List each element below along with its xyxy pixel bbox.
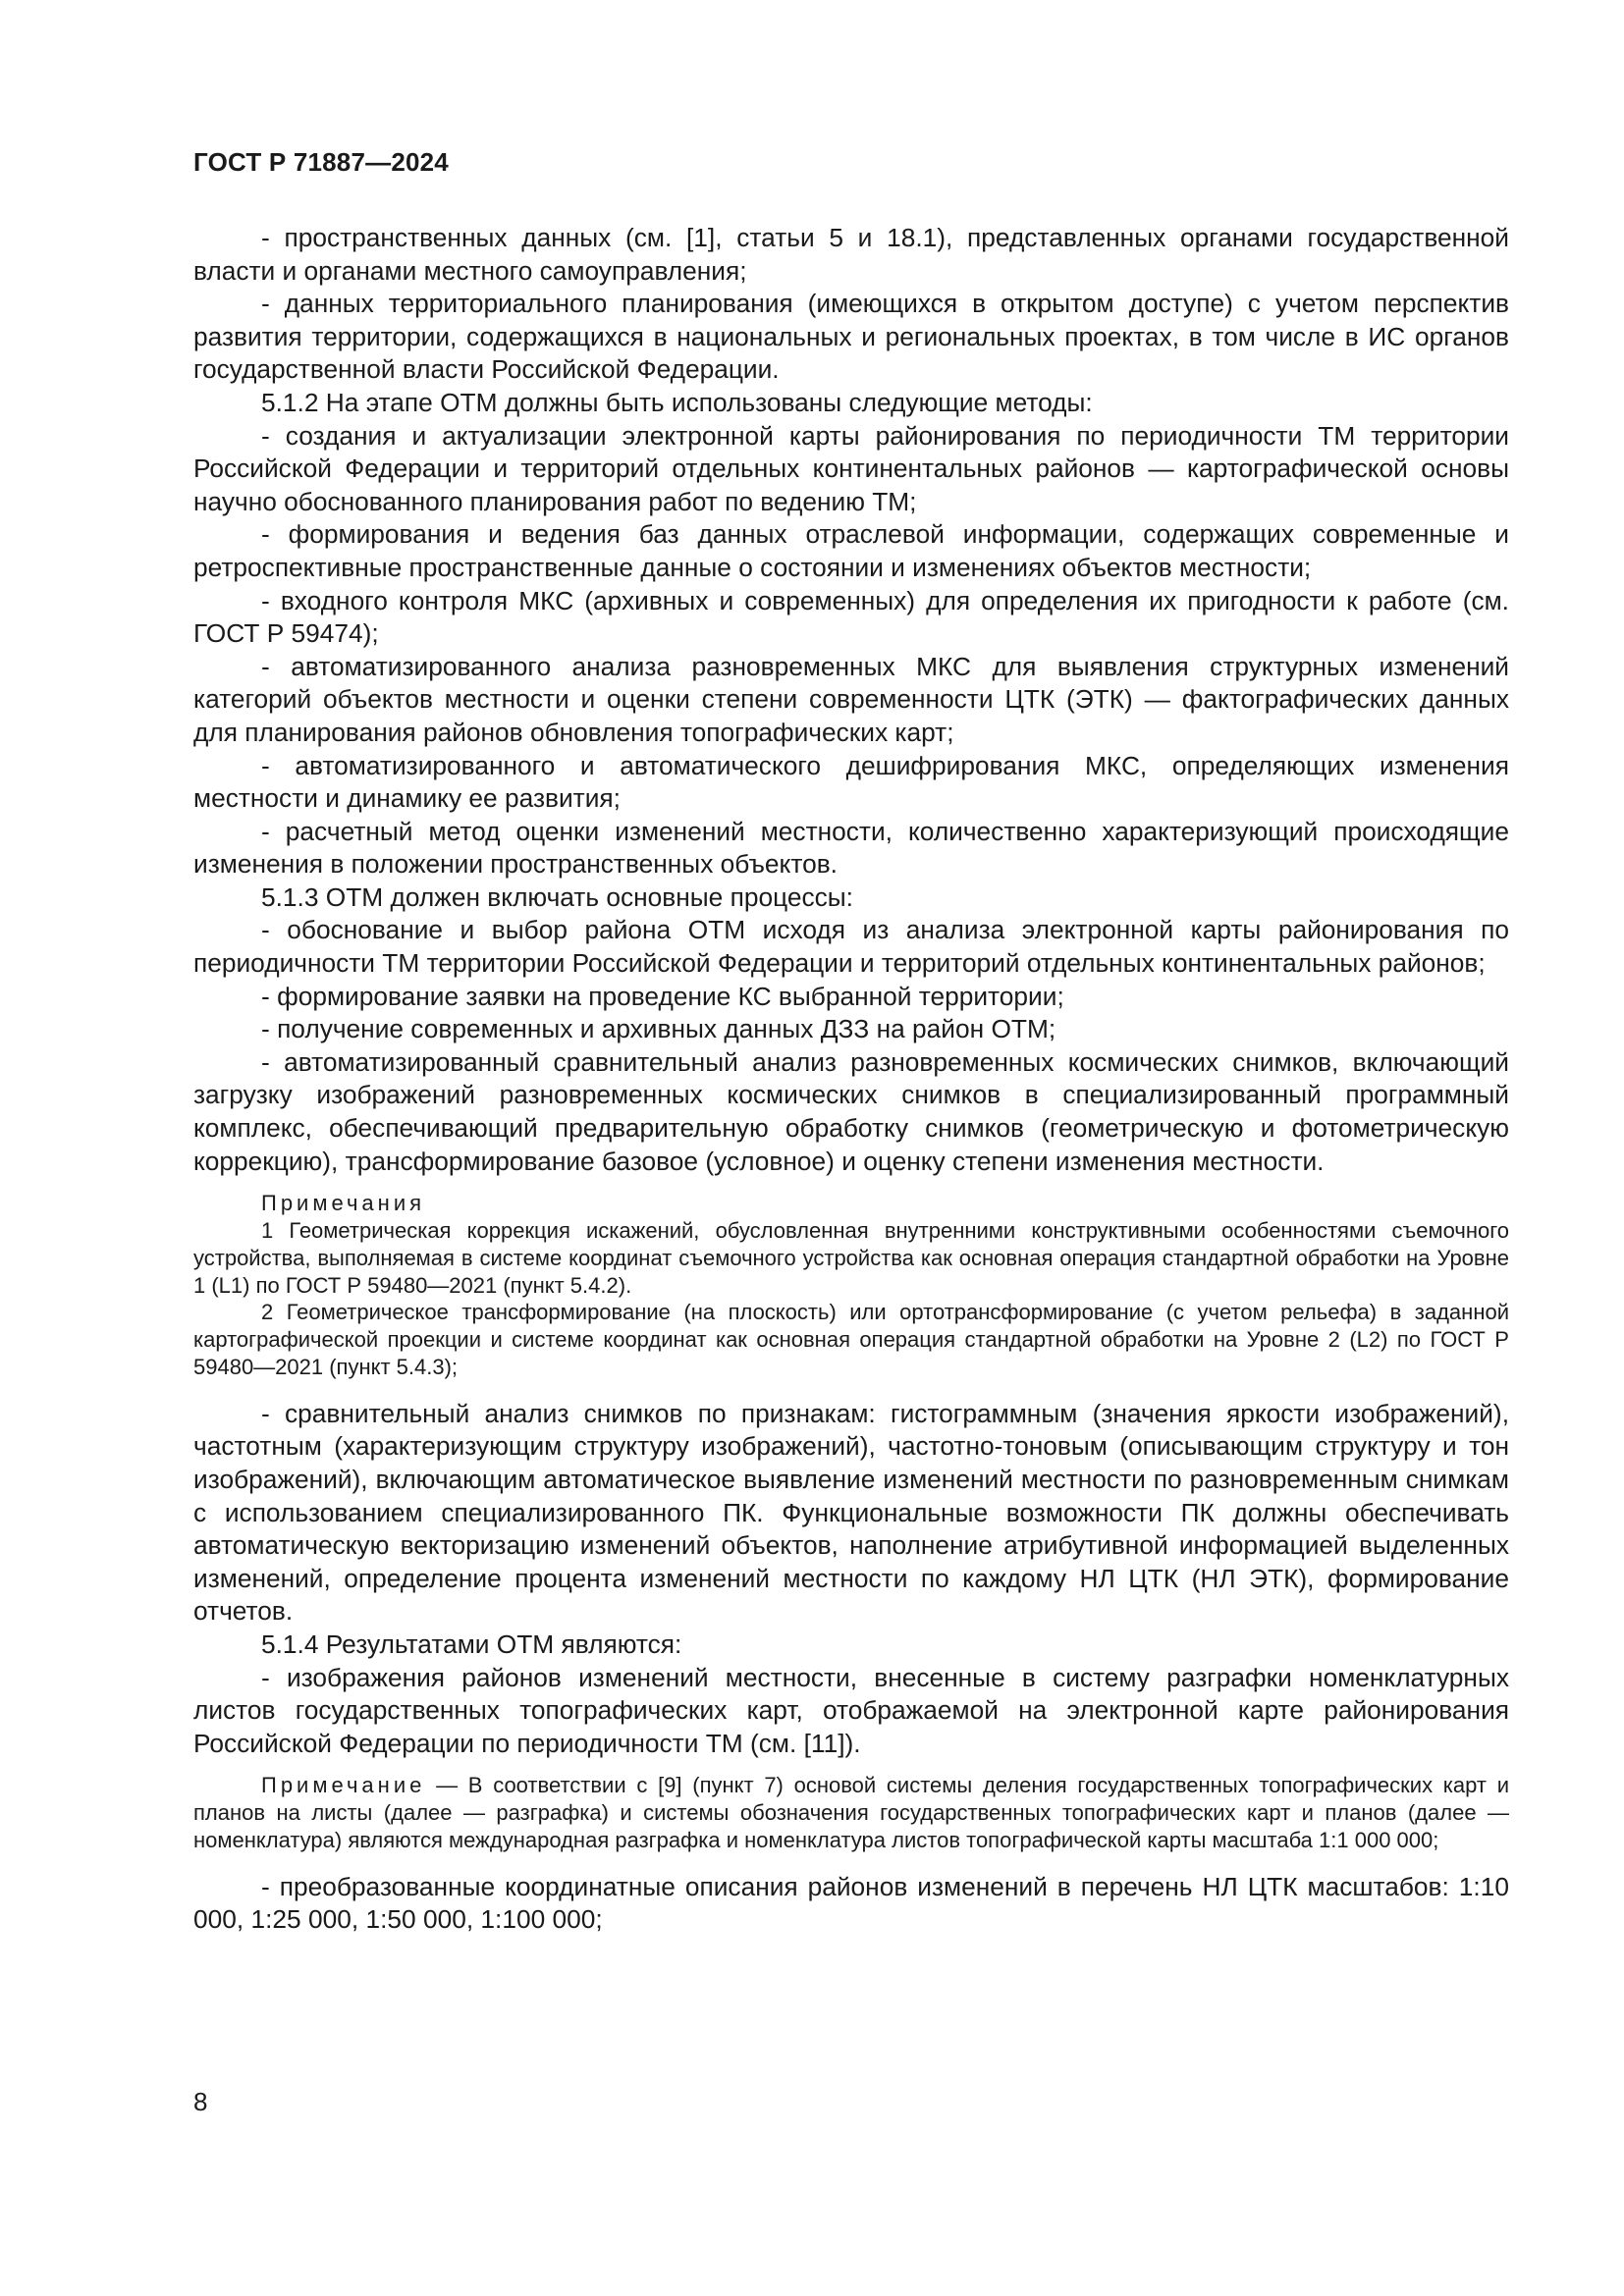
paragraph: - преобразованные координатные описания районов изменений в перечень НЛ ЦТК масштабов: 1:10 000, 1:25 000, 1:50 000, 1:100 000; xyxy=(193,1871,1509,1935)
paragraph: - формирование заявки на проведение КС выбранной территории; xyxy=(261,981,1064,1011)
single-note xyxy=(193,1772,1509,1853)
paragraph: - формирования и ведения баз данных отраслевой информации, содержащих современные и ретроспективные пространственные данные о состоянии и изменениях объектов местности; xyxy=(193,519,1509,582)
paragraph: - входного контроля МКС (архивных и современных) для определения их пригодности к работе (см. ГОСТ Р 59474); xyxy=(193,585,1509,649)
paragraph: - автоматизированного и автоматического дешифрирования МКС, определяющих изменения местности и динамику ее развития; xyxy=(193,750,1509,814)
paragraph: - данных территориального планирования (имеющихся в открытом доступе) с учетом перспектив развития территории, содержащихся в национальных и региональных проектах, в том числе в ИС органов государственной власти Российской Федерации. xyxy=(193,289,1509,385)
note-1: 1 Геометрическая коррекция искажений, обусловленная внутренними конструктивными особенностями съемочного устройства, выполняемая в системе координат съемочного устройства как основная операция стандартной обработки на Уровне 1 (L1) по ГОСТ Р 59480—2021 (пункт 5.4.2). xyxy=(193,1218,1509,1298)
paragraph: - автоматизированного анализа разновременных МКС для выявления структурных изменений категорий объектов местности и оценки степени современности ЦТК (ЭТК) — фактографических данных для планирования районов обновления топографических карт; xyxy=(193,651,1509,747)
section-heading: 5.1.2 На этапе ОТМ должны быть использованы следующие методы: xyxy=(261,387,1093,417)
document-header: ГОСТ Р 71887—2024 xyxy=(193,147,449,177)
notes-heading-text: Примечания xyxy=(261,1191,426,1216)
single-note-heading: Примечание xyxy=(261,1773,426,1798)
section-heading: 5.1.4 Результатами ОТМ являются: xyxy=(261,1629,682,1659)
single-note-text: — В соответствии с [9] (пункт 7) основой системы деления государственных топографических карт и планов на листы (далее — разграфка) и системы обозначения государственных топографических карт и планов (далее — номенклатура) являются международная разграфка и номенклатура листов топографической карты масштаба 1:1 000 000; xyxy=(193,1773,1509,1852)
paragraph: - автоматизированный сравнительный анализ разновременных космических снимков, включающий загрузку изображений разновременных космических снимков в специализированный программный комплекс, обеспечивающий предварительную обработку снимков (геометрическую и фотометрическую коррекцию), трансформирование базовое (условное) и оценку степени изменения местности. xyxy=(193,1046,1509,1176)
section-heading: 5.1.3 ОТМ должен включать основные процессы: xyxy=(261,881,853,912)
paragraph: - расчетный метод оценки изменений местности, количественно характеризующий происходящие изменения в положении пространственных объектов. xyxy=(193,816,1509,880)
paragraph: - пространственных данных (см. [1], статьи 5 и 18.1), представленных органами государственной власти и органами местного самоуправления; xyxy=(193,223,1509,286)
paragraph: - изображения районов изменений местности, внесенные в систему разграфки номенклатурных листов государственных топографических карт, отображаемой на электронной карте районирования Российской Федерации по периодичности ТМ (см. [11]). xyxy=(193,1662,1509,1758)
note-2: 2 Геометрическое трансформирование (на плоскость) или ортотрансформирование (с учетом рельефа) в заданной картографической проекции и системе координат как основная операция стандартной обработки на Уровне 2 (L2) по ГОСТ Р 59480—2021 (пункт 5.4.3); xyxy=(193,1300,1509,1379)
paragraph: - обоснование и выбор района ОТМ исходя из анализа электронной карты районирования по периодичности ТМ территории Российской Федерации и территорий отдельных континентальных районов; xyxy=(193,915,1509,979)
paragraph: - получение современных и архивных данных ДЗЗ на район ОТМ; xyxy=(261,1014,1056,1044)
page-number: 8 xyxy=(193,2087,208,2116)
paragraph: - создания и актуализации электронной карты районирования по периодичности ТМ территории Российской Федерации и территорий отдельных континентальных районов — картографической основы научно обоснованного планирования работ по ведению ТМ; xyxy=(193,420,1509,516)
notes-heading xyxy=(193,1190,1509,1217)
document-body xyxy=(193,222,1509,1937)
paragraph: - сравнительный анализ снимков по признакам: гистограммным (значения яркости изображений), частотным (характеризующим структуру изображений), частотно-тоновым (описывающим структуру и тон изображений), включающим автоматическое выявление изменений местности по разновременным снимкам с использованием специализированного ПК. Функциональные возможности ПК должны обеспечивать автоматическую векторизацию изменений объектов, наполнение атрибутивной информацией выделенных изменений, определение процента изменений местности по каждому НЛ ЦТК (НЛ ЭТК), формирование отчетов. xyxy=(193,1398,1509,1627)
